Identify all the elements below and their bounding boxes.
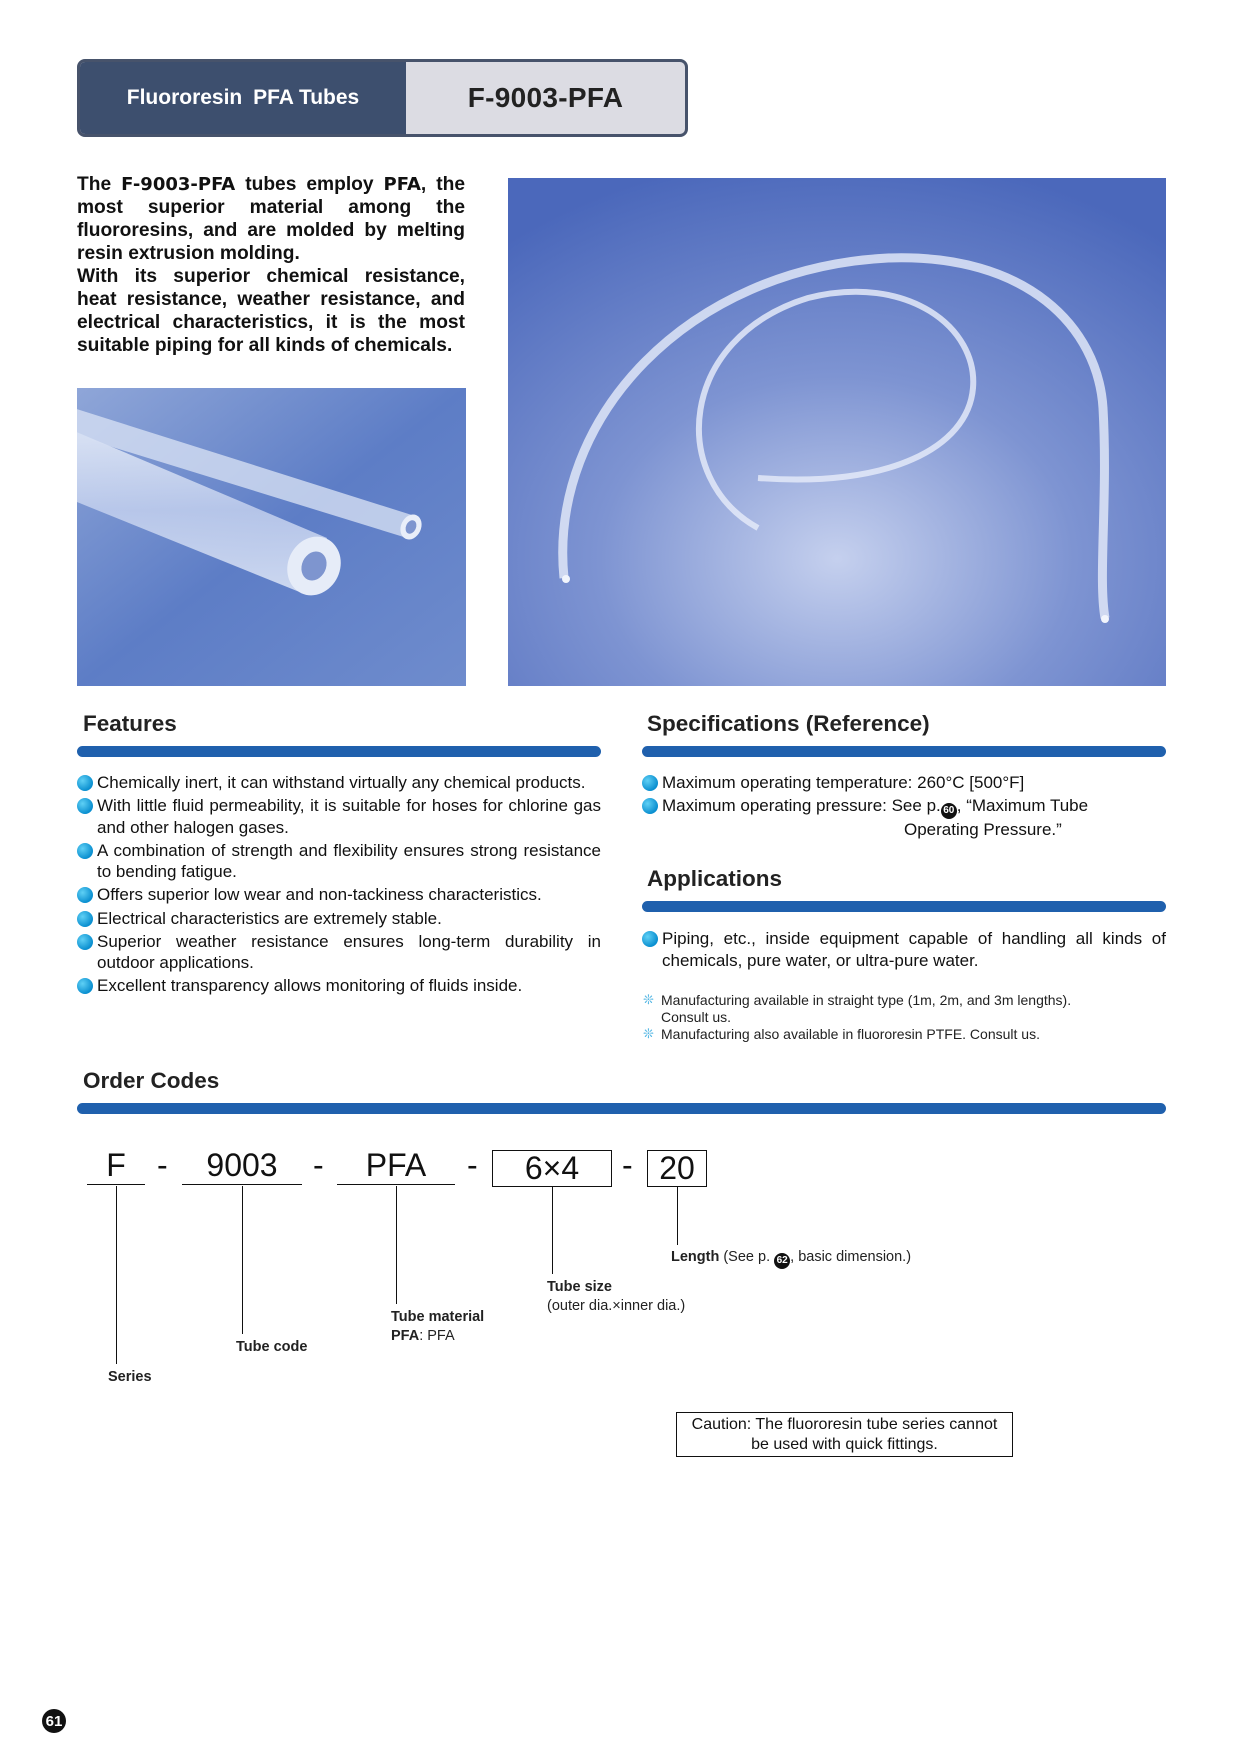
applications-title: Applications — [647, 866, 783, 891]
product-code: F-9003-PFA — [467, 82, 624, 113]
size-label-title: Tube size — [547, 1279, 612, 1295]
specifications-list — [642, 772, 1166, 842]
asterisk-icon: ❊ — [643, 1025, 654, 1041]
page-ref-icon: 62 — [774, 1253, 790, 1269]
series-label — [108, 1368, 152, 1387]
intro-p1-a: The — [77, 174, 122, 195]
intro-p1-code: F-9003-PFA — [121, 174, 236, 195]
tube-code-label — [236, 1338, 307, 1357]
feature-item: With little fluid permeability, it is suitable for hoses for chlorine gas and other halogen gases. — [77, 795, 601, 838]
note-2-text: Manufacturing also available in fluororesin PTFE. Consult us. — [661, 1025, 1040, 1042]
page-ref-icon: 60 — [941, 803, 957, 819]
notes — [643, 992, 1163, 1042]
note-1-line-2: Consult us. — [661, 1008, 732, 1025]
caution-box — [676, 1412, 1013, 1457]
length-label — [671, 1248, 911, 1269]
intro-p1-pfa: PFA — [383, 174, 421, 195]
asterisk-icon: ❊ — [643, 992, 654, 1007]
series-leader-line — [116, 1186, 117, 1364]
material-desc: : PFA — [419, 1328, 455, 1344]
note-2 — [643, 1026, 1163, 1043]
size-leader-line — [552, 1186, 553, 1274]
caution-line-1: Caution: The fluororesin tube series cannot — [691, 1416, 998, 1433]
applications-bar — [642, 901, 1166, 912]
spec-pressure-c: Operating Pressure.” — [904, 819, 1062, 839]
category-suffix: Tubes — [298, 86, 360, 109]
category-label — [80, 62, 406, 134]
spec-pressure-b: , “Maximum Tube — [956, 796, 1089, 816]
header-tab — [77, 59, 688, 137]
length-leader-line — [677, 1186, 678, 1245]
note-1 — [643, 992, 1163, 1026]
material-leader-line — [396, 1186, 397, 1304]
specifications-bar — [642, 746, 1166, 757]
length-desc-a: (See p. — [719, 1249, 775, 1265]
feature-item: Excellent transparency allows monitoring of fluids inside. — [77, 975, 601, 997]
series-label-title: Series — [108, 1369, 152, 1385]
spec-pressure-a: Maximum operating pressure: See p. — [662, 796, 941, 816]
intro-paragraph-1 — [77, 173, 465, 265]
feature-item: A combination of strength and flexibility ensures strong resistance to bending fatigue. — [77, 840, 601, 883]
intro-text — [77, 173, 465, 357]
tube-code-leader-line — [242, 1186, 243, 1334]
material-code: PFA — [391, 1328, 420, 1344]
order-code-series: F — [87, 1147, 145, 1185]
order-code-dash: - — [467, 1147, 478, 1183]
size-label — [547, 1278, 685, 1316]
specifications-title: Specifications (Reference) — [647, 711, 930, 736]
feature-item: Chemically inert, it can withstand virtually any chemical products. — [77, 772, 601, 794]
material-label-title: Tube material — [391, 1309, 485, 1325]
intro-p1-b: tubes employ — [235, 174, 384, 195]
material-label — [391, 1308, 484, 1346]
tube-closeup-photo — [77, 388, 466, 686]
order-code-length: 20 — [647, 1150, 707, 1187]
application-item: Piping, etc., inside equipment capable of handling all kinds of chemicals, pure water, or ultra-pure water. — [642, 928, 1166, 971]
feature-item: Superior weather resistance ensures long-term durability in outdoor applications. — [77, 931, 601, 974]
features-list — [77, 772, 601, 998]
order-code-size: 6×4 — [492, 1150, 612, 1187]
length-desc-b: , basic dimension.) — [790, 1249, 912, 1265]
spec-pressure — [642, 795, 1166, 840]
caution-line-2: be used with quick fittings. — [751, 1436, 938, 1453]
category-bold: PFA — [253, 86, 294, 109]
tube-code-label-title: Tube code — [236, 1339, 308, 1355]
order-code-tube-code: 9003 — [182, 1147, 302, 1185]
features-bar — [77, 746, 601, 757]
length-label-title: Length — [671, 1249, 720, 1265]
order-codes-bar — [77, 1103, 1166, 1114]
intro-p1-c: , the most superior material among the fluororesins, and are molded by melting resin extrusion molding. — [77, 174, 465, 264]
spec-temperature: Maximum operating temperature: 260°C [500°F] — [642, 772, 1166, 794]
features-title: Features — [83, 711, 177, 736]
order-code-dash: - — [157, 1147, 168, 1183]
category-prefix: Fluororesin — [126, 86, 243, 109]
order-code-dash: - — [313, 1147, 324, 1183]
intro-paragraph-2: With its superior chemical resistance, heat resistance, weather resistance, and electrical characteristics, it is the most suitable piping for all kinds of chemicals. — [77, 266, 465, 356]
order-code-material: PFA — [337, 1147, 455, 1185]
applications-list — [642, 928, 1166, 973]
feature-item: Offers superior low wear and non-tackiness characteristics. — [77, 884, 601, 906]
size-desc: (outer dia.×inner dia.) — [547, 1298, 686, 1314]
coiled-tube-photo — [508, 178, 1166, 686]
note-1-line-1: Manufacturing available in straight type (1m, 2m, and 3m lengths). — [661, 992, 1072, 1008]
order-code-dash: - — [622, 1147, 633, 1183]
page-number: 61 — [42, 1709, 66, 1733]
order-codes-title: Order Codes — [83, 1068, 220, 1093]
feature-item: Electrical characteristics are extremely stable. — [77, 908, 601, 930]
